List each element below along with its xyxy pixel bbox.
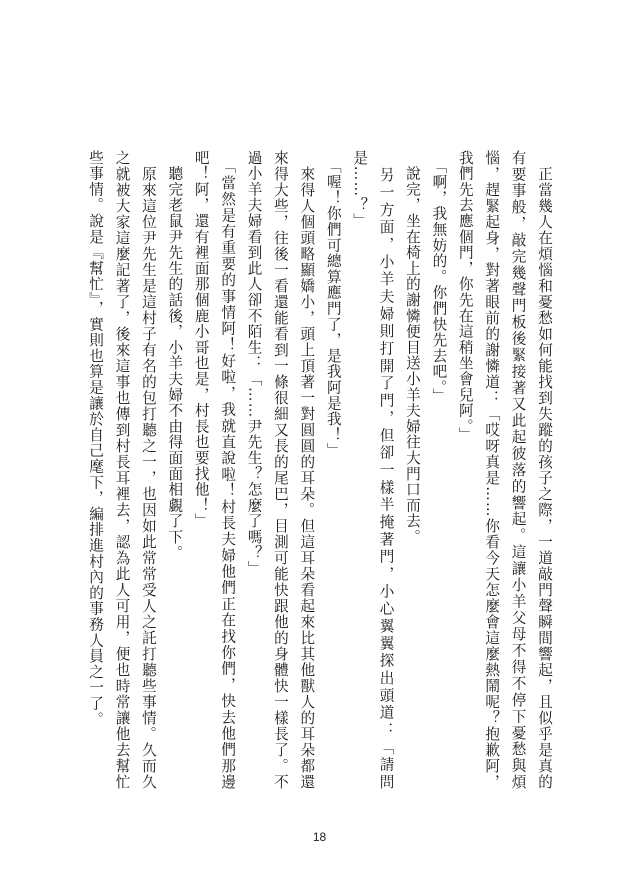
- vertical-text-body: [77, 150, 557, 790]
- paragraph: 「喔！你們可總算應門了，是我阿是我！」: [324, 150, 342, 459]
- paragraph: 「當然是有重要的事情阿！好啦，我就直說啦！村長夫婦他們正在找你們，快去他們那邊吧！阿，還有裡面那個鹿小哥也是，村長也要找他！」: [192, 150, 237, 790]
- paragraph: 另一方面，小羊夫婦則打開了門，但卻一樣半掩著門，小心翼翼探出頭道：「請問是……？」: [351, 150, 395, 790]
- paragraph: 「啊，我無妨的。你們快先去吧。」: [430, 150, 448, 404]
- paragraph: 原來這位尹先生是這村子有名的包打聽之一，也因如此常常受人之託打聽些事情。久而久之就被大家這麼記著了，後來這事也傳到村長耳裡去，認為此人可用，便也時常讓他去幫忙些事情。說是『幫忙』，實則也算是讓於自己麾下，編排進村內的事務人員之一了。: [87, 150, 157, 790]
- paragraph: 正當幾人在煩惱和憂愁如何能找到失蹤的孩子之際，一道敲門聲瞬間響起，且似乎是真的有要事般，敲完幾聲門板後緊接著又此起彼落的響起。這讓小羊父母不得不停下憂愁與煩惱，趕緊起身，對著眼前的謝憐道：「哎呀真是……你看今天怎麼會這麼熱鬧呢？抱歉阿，我們先去應個門，你先在這稍坐會兒阿。」: [456, 150, 553, 790]
- paragraph: 來得人個頭略顯嬌小，頭上頂著一對圓圓的耳朵。但這耳朵看起來比其他獸人的耳朵都還來得大些，往後一看還能看到一條很細又長的尾巴，目測可能快跟他的身體快一樣長了。不過小羊夫婦看到此人卻不陌生：「……尹先生？怎麼了嗎？」: [245, 150, 316, 790]
- paragraph: 說完，坐在椅上的謝憐便目送小羊夫婦往大門口而去。: [403, 150, 421, 545]
- page-number: 18: [312, 830, 327, 844]
- paragraph: 聽完老鼠尹先生的話後，小羊夫婦不由得面面相覷了下。: [166, 150, 184, 561]
